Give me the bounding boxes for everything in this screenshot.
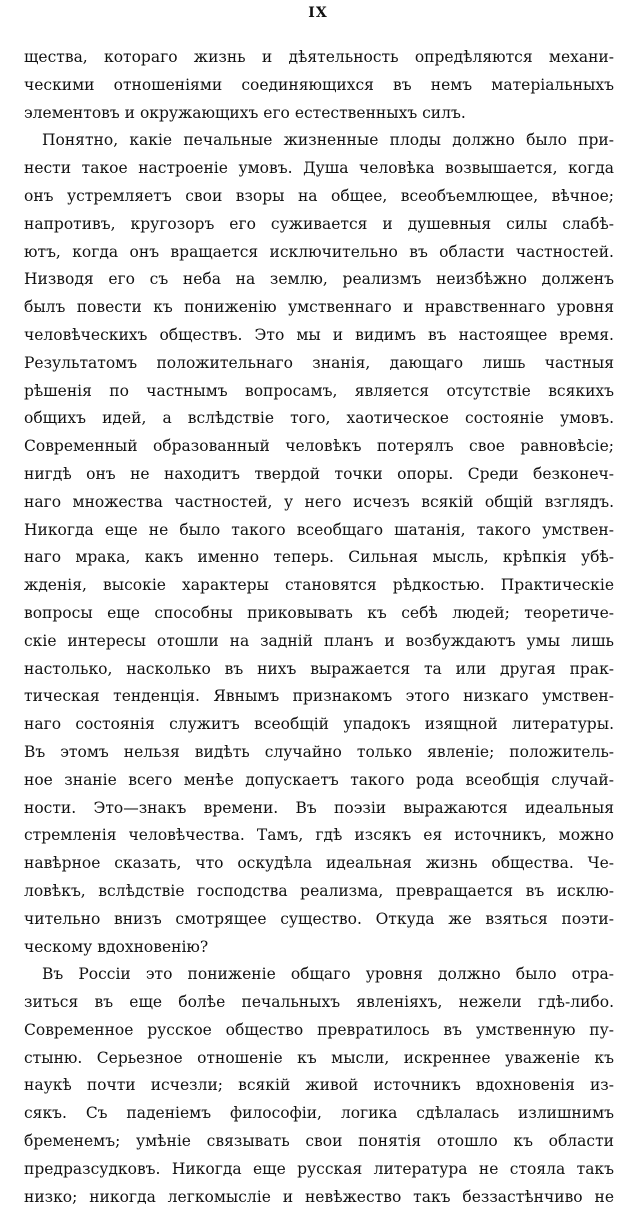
text-line: Низводя его съ неба на землю, реализмъ неизбѣжно долженъ — [24, 270, 614, 289]
text-line: наукѣ почти исчезли; всякій живой источникъ вдохновенія из- — [24, 1076, 614, 1095]
text-line: стыню. Серьезное отношеніе къ мысли, искреннее уваженіе къ — [24, 1048, 614, 1067]
text-line: наго состоянія служитъ всеобщій упадокъ изящной литературы. — [24, 715, 614, 734]
text-line: чительно внизъ смотрящее существо. Откуда же взяться поэти- — [24, 909, 614, 928]
text-line: низко; никогда легкомысліе и невѣжество такъ беззастѣнчиво не — [24, 1187, 614, 1206]
text-line: сякъ. Съ паденіемъ философіи, логика сдѣлалась излишнимъ — [24, 1104, 614, 1123]
text-line: напротивъ, кругозоръ его суживается и душевныя силы слабѣ- — [24, 214, 614, 233]
text-line: Никогда еще не было такого всеобщаго шатанія, такого умствен- — [24, 520, 614, 539]
text-line: Современный образованный человѣкъ потерялъ свое равновѣсіе; — [24, 437, 614, 456]
text-line: Понятно, какіе печальные жизненные плоды должно было при- — [42, 131, 614, 150]
text-line: былъ повести къ пониженію умственнаго и нравственнаго уровня — [24, 298, 614, 317]
text-line: Въ Россіи это пониженіе общаго уровня должно было отра- — [42, 965, 614, 984]
text-line: жденія, высокіе характеры становятся рѣдкостью. Практическіе — [24, 576, 614, 595]
text-line: ческими отношеніями соединяющихся въ немъ матеріальныхъ — [24, 75, 614, 94]
text-line: наго мрака, какъ именно теперь. Сильная мысль, крѣпкія убѣ- — [24, 548, 614, 567]
text-line: Современное русское общество превратилось въ умственную пу- — [24, 1020, 614, 1039]
text-line: ютъ, когда онъ вращается исключительно въ области частностей. — [24, 242, 614, 261]
text-line: бременемъ; умѣніе связывать свои понятія отошло къ области — [24, 1132, 614, 1151]
text-line: общихъ идей, а вслѣдствіе того, хаотическое состояніе умовъ. — [24, 409, 614, 428]
text-line: ное знаніе всего менѣе допускаетъ такого рода всеобщія случай- — [24, 770, 614, 789]
body-text — [24, 44, 614, 1211]
text-line: нести такое настроеніе умовъ. Душа человѣка возвышается, когда — [24, 159, 614, 178]
text-line: нигдѣ онъ не находитъ твердой точки опоры. Среди безконеч- — [24, 464, 614, 483]
text-line: рѣшенія по частнымъ вопросамъ, является отсутствіе всякихъ — [24, 381, 614, 400]
text-line: скіе интересы отошли на задній планъ и возбуждаютъ умы лишь — [24, 631, 614, 650]
text-line: предразсудковъ. Никогда еще русская литература не стояла такъ — [24, 1159, 614, 1178]
text-line: вопросы еще способны приковывать къ себѣ людей; теоретиче- — [24, 603, 614, 622]
text-line: тическая тенденція. Явнымъ признакомъ этого низкаго умствен- — [24, 687, 614, 706]
text-line: человѣческихъ обществъ. Это мы и видимъ въ настоящее время. — [24, 325, 614, 344]
text-line: онъ устремляетъ свои взоры на общее, всеобъемлющее, вѣчное; — [24, 186, 614, 205]
text-line: ческому вдохновенію? — [24, 937, 209, 956]
text-line: наго множества частностей, у него исчезъ всякій общій взглядъ. — [24, 492, 614, 511]
text-line: ности. Это—знакъ времени. Въ поэзіи выражаются идеальныя — [24, 798, 614, 817]
text-line: зиться въ еще болѣе печальныхъ явленіяхъ, нежели гдѣ-либо. — [24, 993, 614, 1012]
text-line: Результатомъ положительнаго знанія, дающаго лишь частныя — [24, 353, 614, 372]
text-line: щества, котораго жизнь и дѣятельность опредѣляются механи- — [24, 48, 614, 66]
text-line: стремленія человѣчества. Тамъ, гдѣ изсякъ ея источникъ, можно — [24, 826, 614, 845]
text-line: элементовъ и окружающихъ его естественныхъ силъ. — [24, 103, 466, 122]
text-line: ловѣкъ, вслѣдствіе господства реализма, превращается въ исклю- — [24, 881, 614, 900]
page-number: IX — [308, 5, 328, 21]
text-line: навѣрное сказать, что оскудѣла идеальная жизнь общества. Че- — [24, 854, 614, 873]
text-line: настолько, насколько въ нихъ выражается та или другая прак- — [24, 659, 614, 678]
text-line: Въ этомъ нельзя видѣть случайно только явленіе; положитель- — [24, 742, 614, 761]
